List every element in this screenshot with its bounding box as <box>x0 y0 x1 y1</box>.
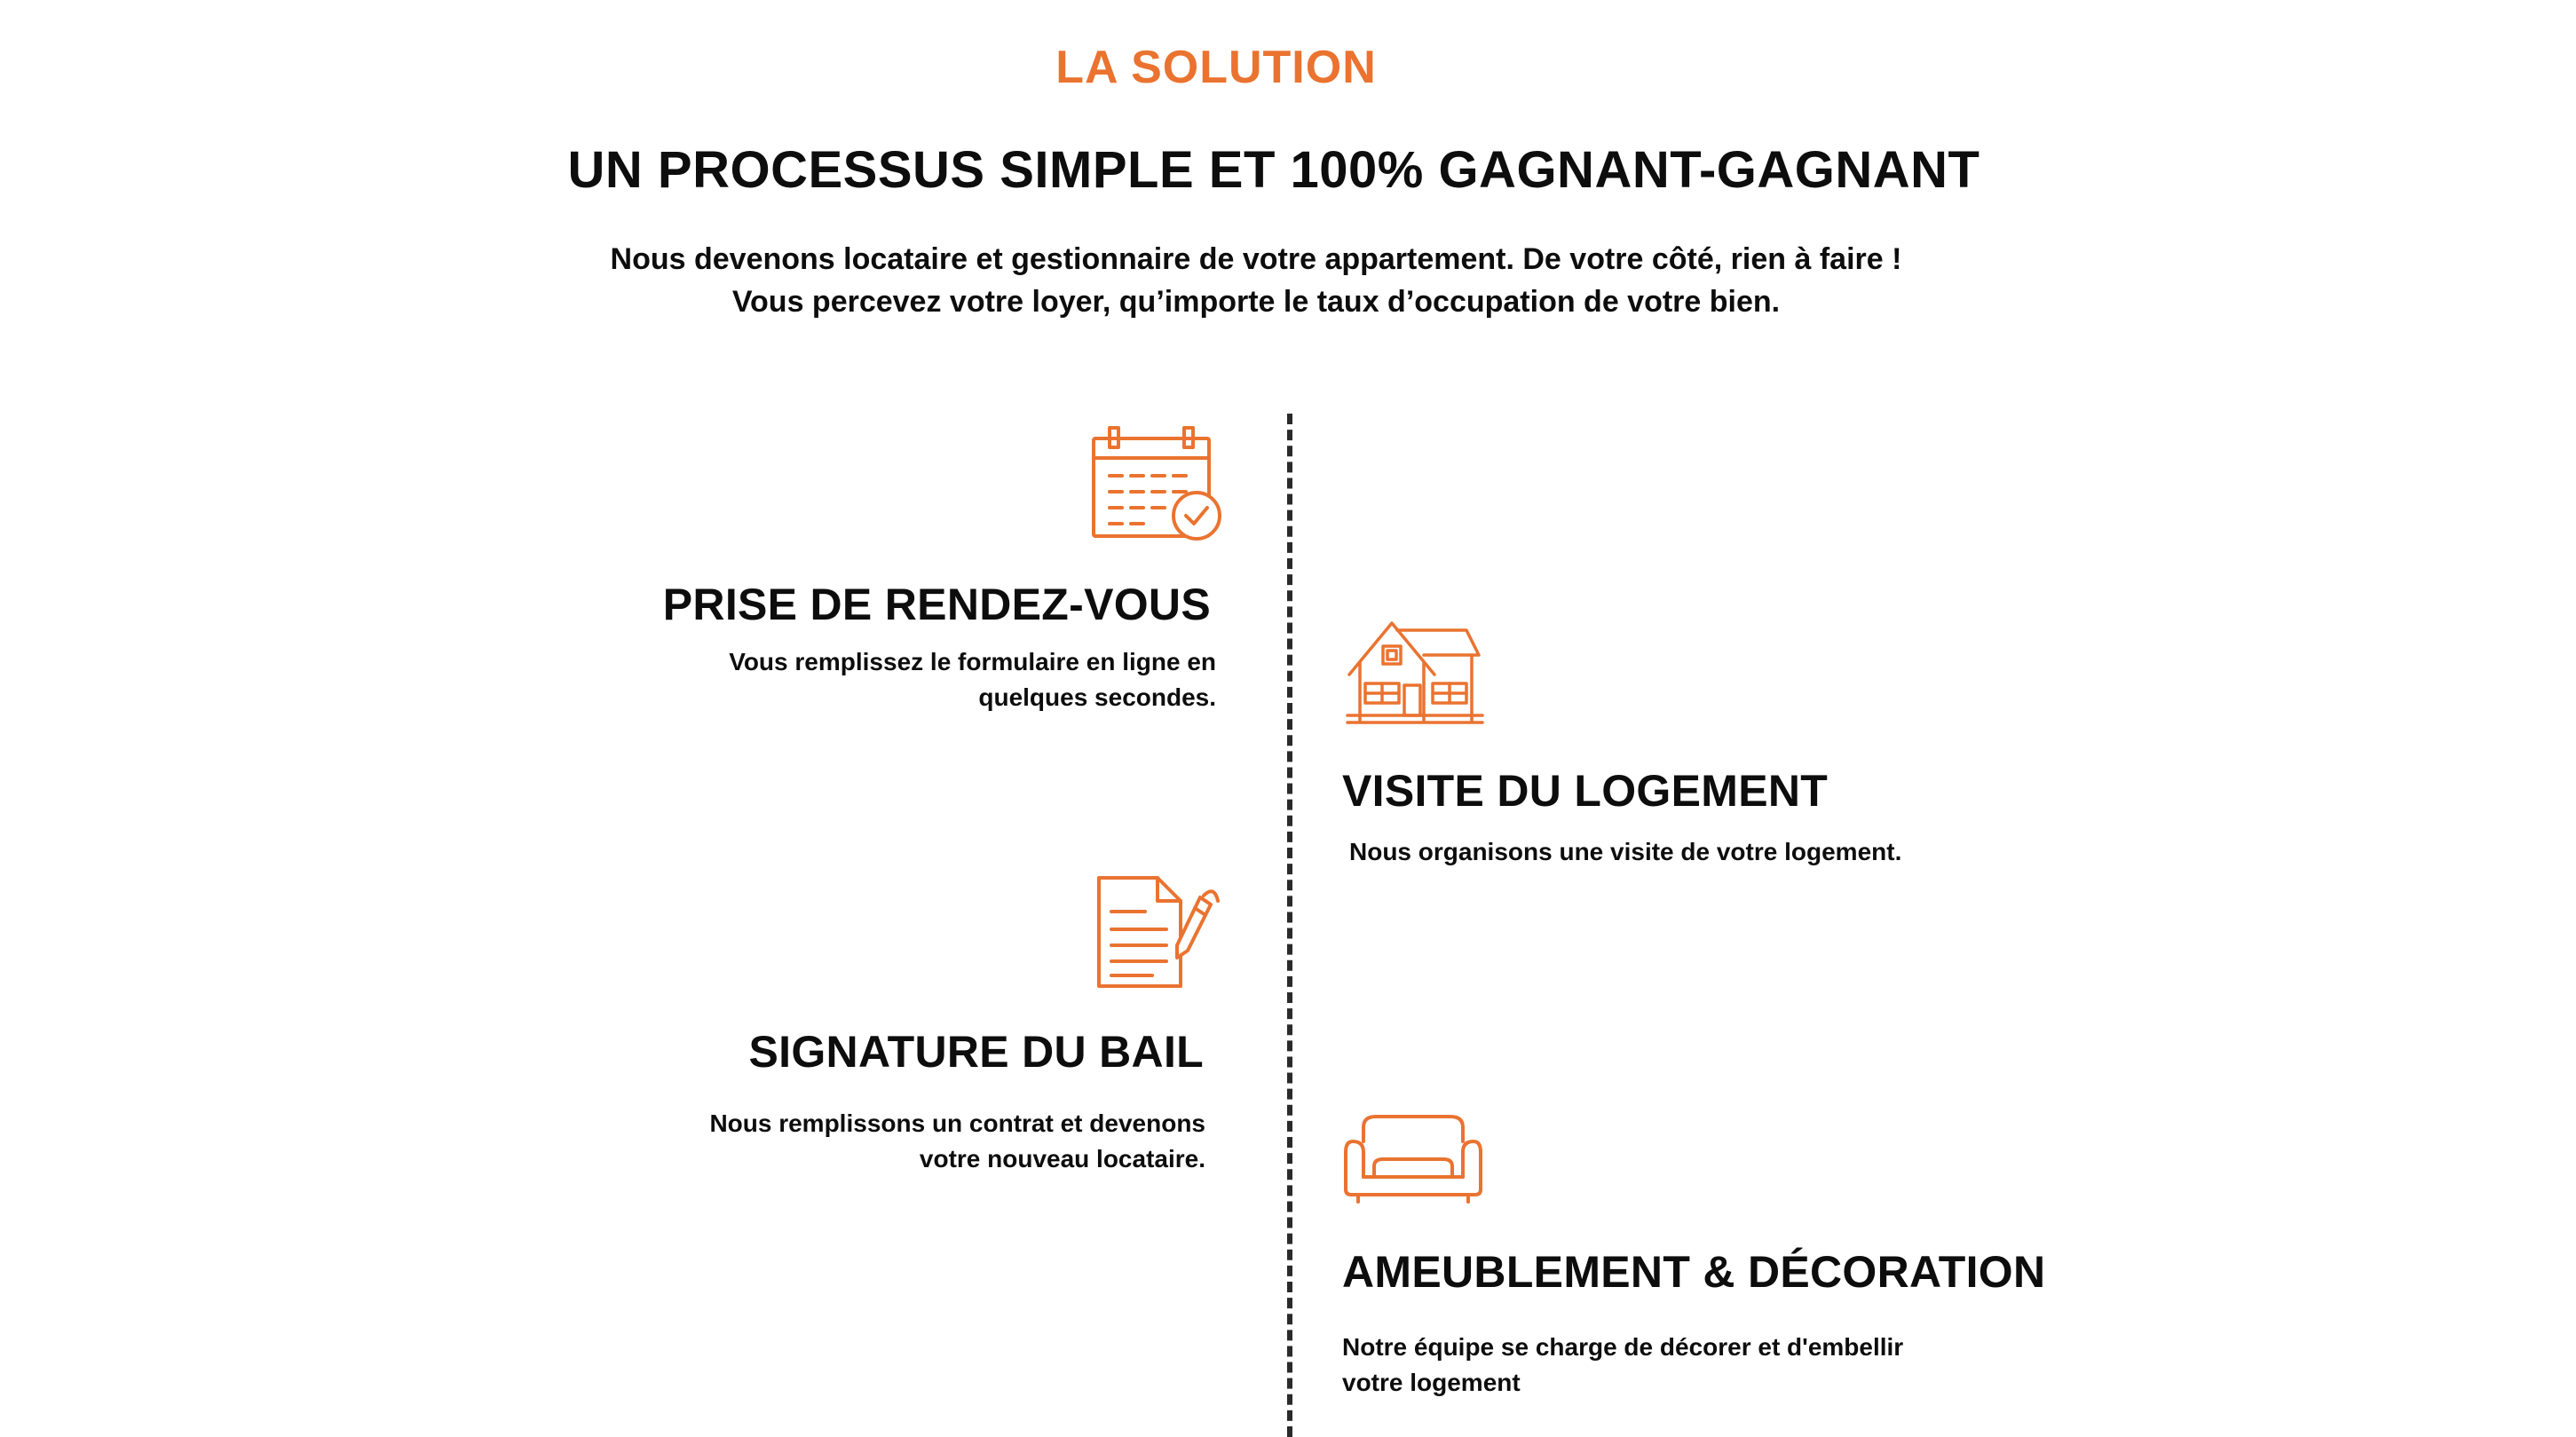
intro-line: Nous devenons locataire et gestionnaire de votre appartement. De votre côté, rien à faire ! <box>610 242 1902 276</box>
sofa-icon <box>1342 1113 1484 1205</box>
step-description: Nous remplissons un contrat et devenons votre nouveau locataire. <box>709 1109 1205 1172</box>
step-description: Nous organisons une visite de votre logement. <box>1349 838 1902 865</box>
section-kicker: LA SOLUTION <box>1055 42 1377 93</box>
house-icon <box>1346 618 1484 726</box>
intro-paragraph <box>0 238 2512 323</box>
calendar-check-icon <box>1090 424 1225 541</box>
step-title: SIGNATURE DU BAIL <box>748 1027 1204 1077</box>
timeline-divider <box>1287 414 1292 1437</box>
intro-line: Vous percevez votre loyer, qu’importe le taux d’occupation de votre bien. <box>731 285 1781 319</box>
step-title: PRISE DE RENDEZ-VOUS <box>662 580 1211 629</box>
page-title: UN PROCESSUS SIMPLE ET 100% GAGNANT-GAGNANT <box>567 141 1980 199</box>
step-description: Vous remplissez le formulaire en ligne en quelques secondes. <box>729 648 1216 711</box>
step-description: Notre équipe se charge de décorer et d'embellir votre logement <box>1342 1333 1904 1396</box>
document-pen-icon <box>1095 874 1220 990</box>
step-title: AMEUBLEMENT & DÉCORATION <box>1342 1247 2046 1297</box>
step-title: VISITE DU LOGEMENT <box>1342 766 1829 816</box>
